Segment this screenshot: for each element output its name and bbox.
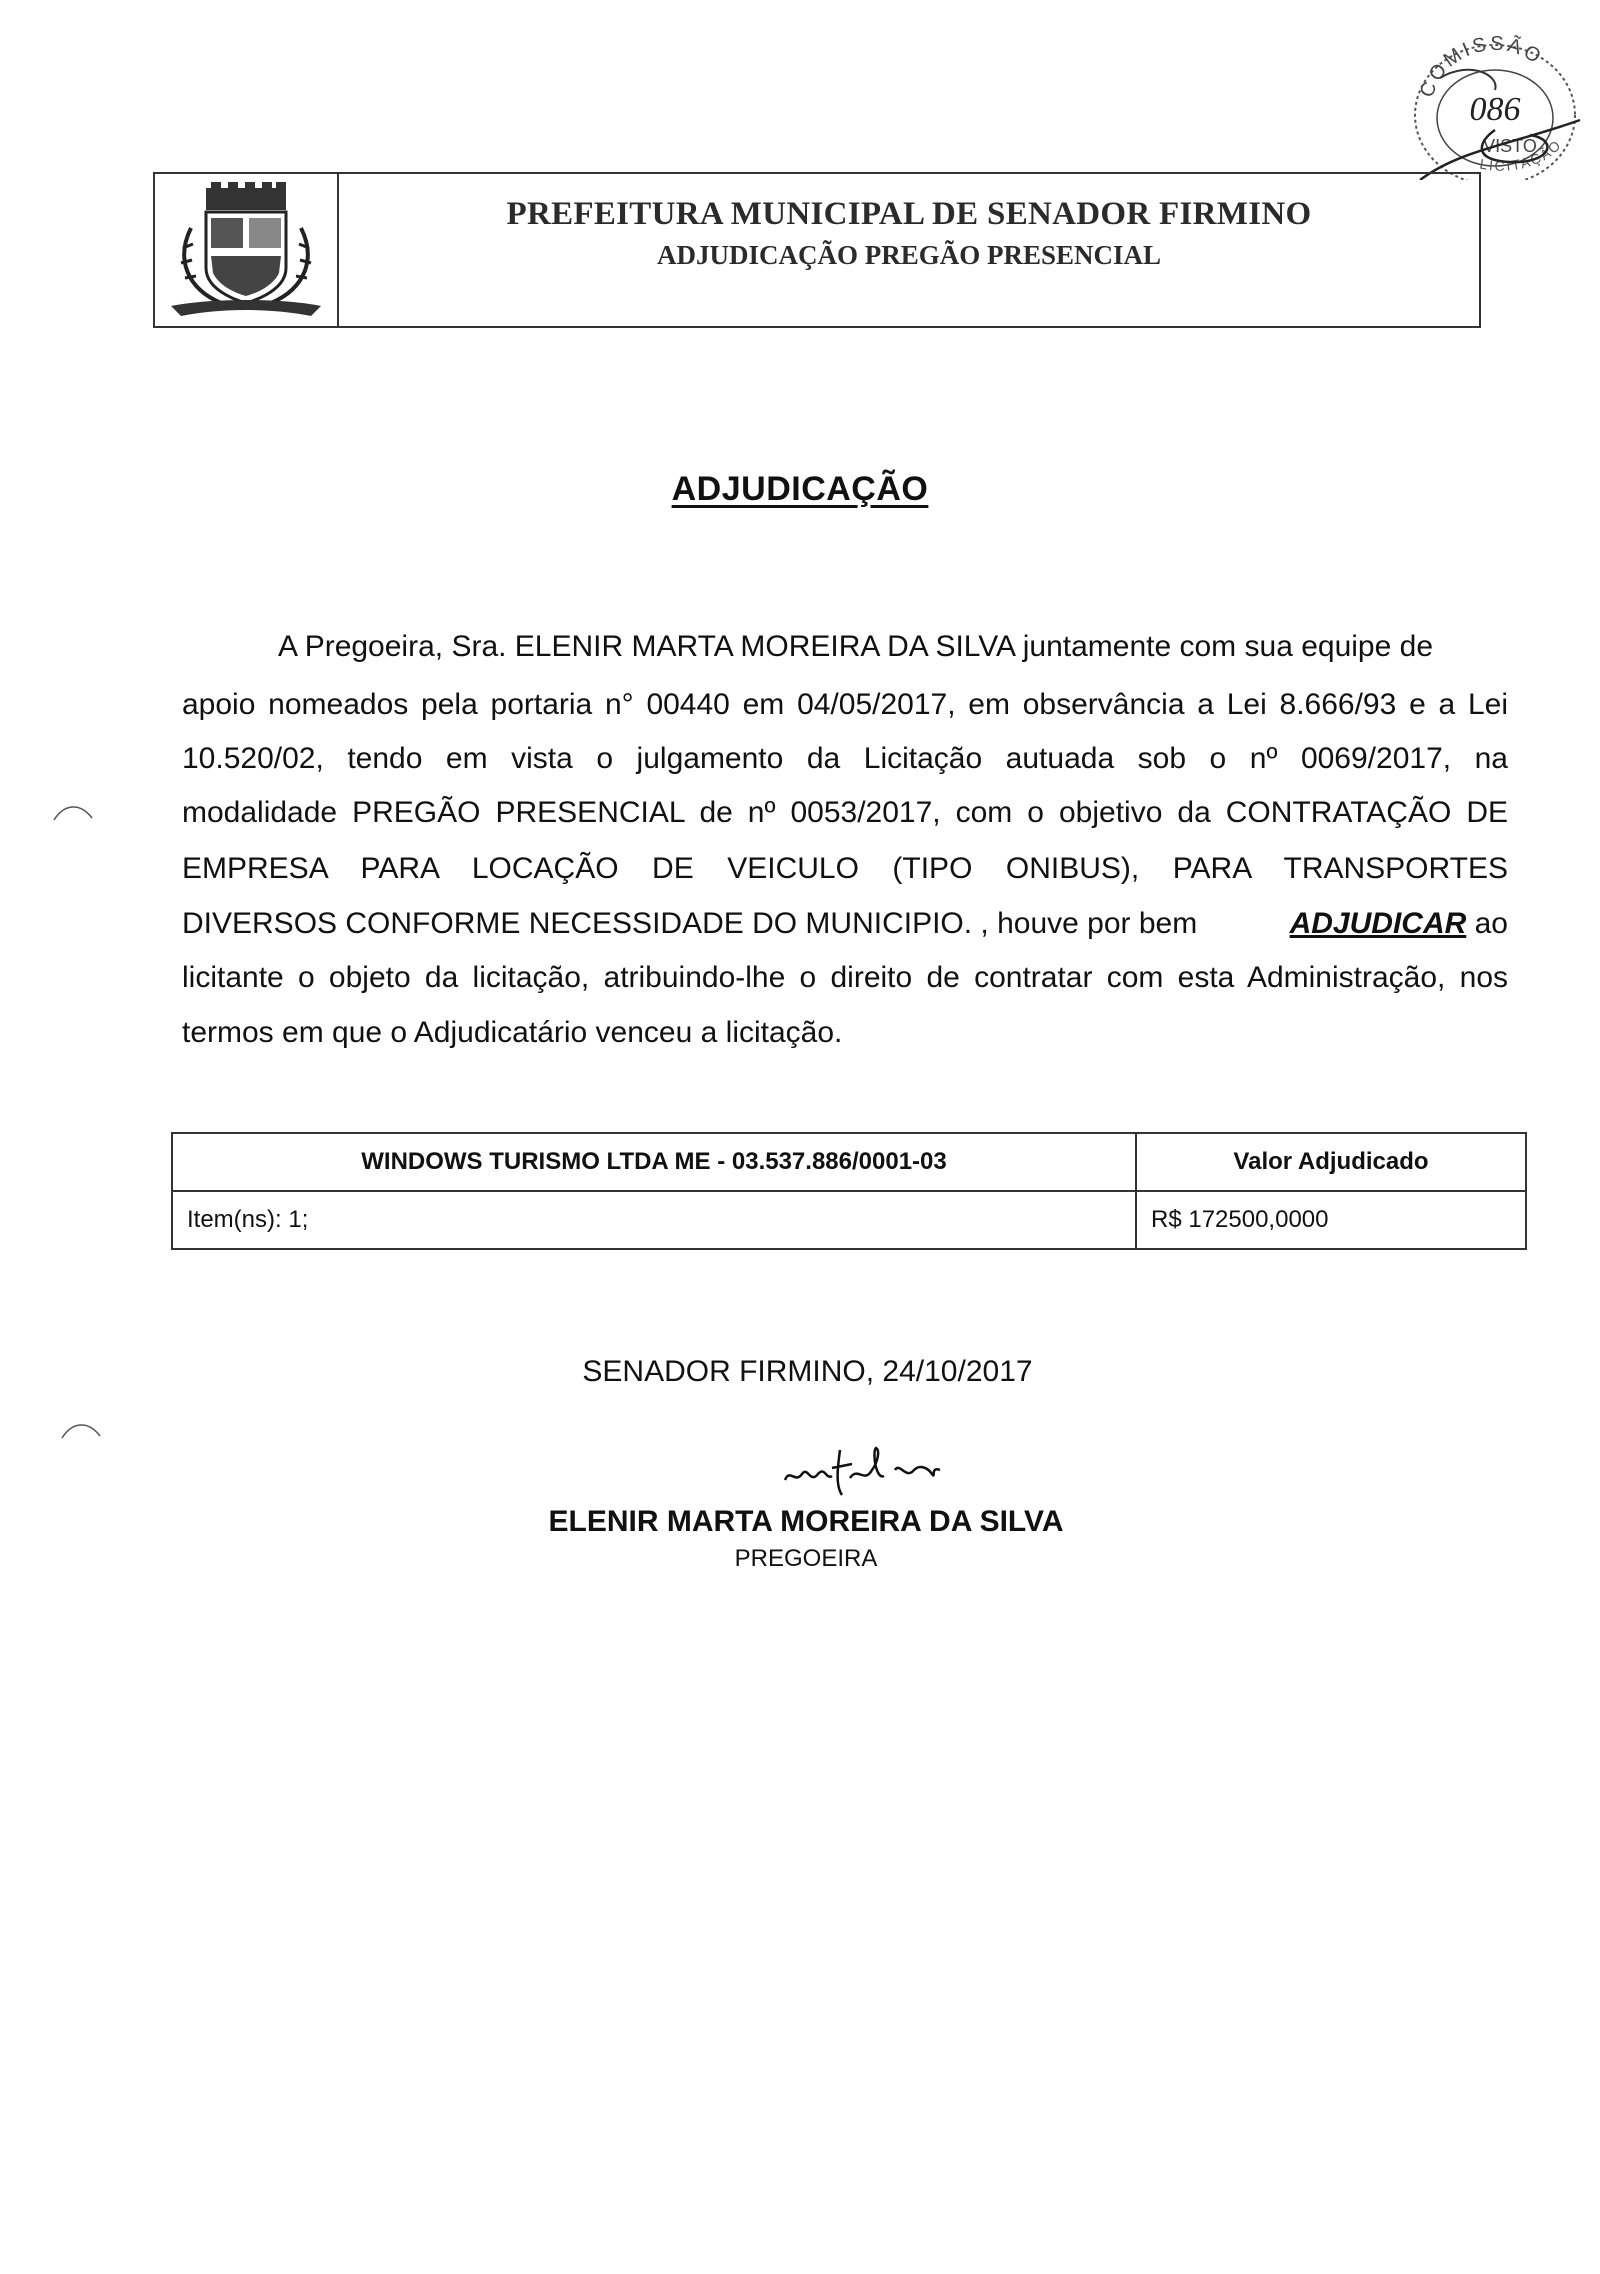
scan-mark: [52, 800, 96, 824]
body-line: apoio nomeados pela portaria n° 00440 em 04/05/2017, em observância a Lei 8.666/93 e a Lei: [182, 688, 1508, 721]
body-line: DIVERSOS CONFORME NECESSIDADE DO MUNICIPIO. , houve por bem: [182, 907, 1198, 940]
body-line: A Pregoeira, Sra. ELENIR MARTA MOREIRA DA SILVA juntamente com sua equipe de: [278, 630, 1433, 663]
scan-mark: [60, 1418, 104, 1442]
table-header-row: [172, 1133, 1526, 1191]
body-line: modalidade PREGÃO PRESENCIAL de nº 0053/2017, com o objetivo da CONTRATAÇÃO DE: [182, 796, 1508, 829]
adjudicar-emphasis: ADJUDICAR: [1289, 907, 1467, 940]
adjudication-table: [171, 1132, 1527, 1250]
handwritten-signature: [780, 1440, 970, 1500]
stamp-bottom-text: LICITAÇÃO: [1478, 136, 1565, 174]
signer-role: PREGOEIRA: [734, 1545, 878, 1572]
adjudicar-suffix: ao: [1474, 907, 1508, 940]
body-line: EMPRESA PARA LOCAÇÃO DE VEICULO (TIPO ONIBUS), PARA TRANSPORTES: [182, 852, 1508, 885]
body-line: 10.520/02, tendo em vista o julgamento da Licitação autuada sob o nº 0069/2017, na: [182, 742, 1508, 775]
company-header-cell: WINDOWS TURISMO LTDA ME - 03.537.886/0001-03: [172, 1133, 1136, 1191]
document-type-subtitle: ADJUDICAÇÃO PREGÃO PRESENCIAL: [656, 240, 1162, 270]
body-line-adjudicar: [182, 906, 1508, 942]
letterhead-text: [339, 174, 1479, 326]
logo-cell: [155, 174, 339, 326]
value-cell: R$ 172500,0000: [1136, 1191, 1526, 1249]
items-cell: Item(ns): 1;: [172, 1191, 1136, 1249]
municipal-coat-of-arms-icon: [161, 178, 331, 322]
place-and-date: SENADOR FIRMINO, 24/10/2017: [582, 1355, 1033, 1388]
municipality-title: PREFEITURA MUNICIPAL DE SENADOR FIRMINO: [506, 196, 1312, 232]
stamp-middle-text: VISTO: [1483, 136, 1537, 156]
body-line: licitante o objeto da licitação, atribuindo-lhe o direito de contratar com esta Administração, nos: [182, 961, 1508, 994]
body-line: termos em que o Adjudicatário venceu a licitação.: [182, 1016, 843, 1049]
value-header-cell: Valor Adjudicado: [1136, 1133, 1526, 1191]
stamp-number: 086: [1469, 91, 1521, 128]
stamp-top-text: COMISSÃO: [1415, 32, 1547, 101]
commission-stamp: [1400, 20, 1590, 180]
letterhead: [153, 172, 1481, 328]
table-row: [172, 1191, 1526, 1249]
signer-name: ELENIR MARTA MOREIRA DA SILVA: [548, 1505, 1064, 1538]
document-title: ADJUDICAÇÃO: [671, 470, 929, 508]
